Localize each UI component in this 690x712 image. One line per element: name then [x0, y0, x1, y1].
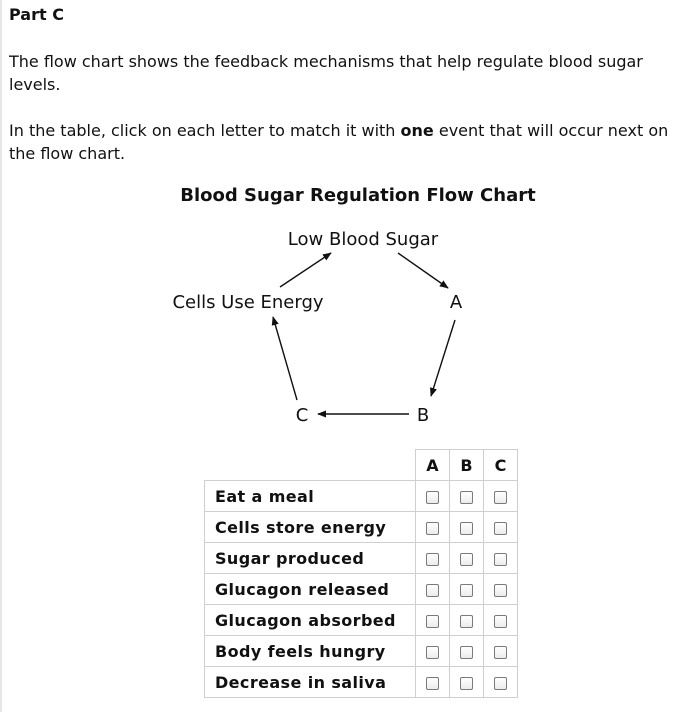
row-label: Glucagon absorbed	[205, 605, 416, 636]
checkbox-glucagon-absorbed-c[interactable]	[494, 615, 507, 628]
node-cells-use-energy: Cells Use Energy	[172, 292, 324, 313]
intro-paragraph-2	[9, 119, 685, 165]
row-label: Decrease in saliva	[205, 667, 416, 698]
node-c: C	[295, 405, 309, 426]
row-label: Sugar produced	[205, 543, 416, 574]
row-label: Glucagon released	[205, 574, 416, 605]
node-low-blood-sugar: Low Blood Sugar	[287, 229, 439, 250]
table-row	[205, 667, 518, 698]
checkbox-glucagon-absorbed-a[interactable]	[426, 615, 439, 628]
table-row	[205, 543, 518, 574]
checkbox-body-feels-hungry-b[interactable]	[460, 646, 473, 659]
checkbox-cells-store-energy-a[interactable]	[426, 522, 439, 535]
table-row	[205, 481, 518, 512]
arrow-low-to-a	[398, 253, 448, 288]
checkbox-sugar-produced-a[interactable]	[426, 553, 439, 566]
table-header-row	[205, 450, 518, 481]
checkbox-eat-a-meal-a[interactable]	[426, 491, 439, 504]
arrow-a-to-b	[431, 320, 455, 396]
table-row	[205, 574, 518, 605]
intro-paragraph-1: The flow chart shows the feedback mechanisms that help regulate blood sugar levels.	[9, 52, 643, 94]
checkbox-sugar-produced-b[interactable]	[460, 553, 473, 566]
column-header-b: B	[450, 450, 484, 481]
intro-emphasis: one	[400, 121, 434, 140]
checkbox-decrease-in-saliva-a[interactable]	[426, 677, 439, 690]
column-header-a: A	[416, 450, 450, 481]
match-table	[204, 449, 518, 698]
intro-text-end: event that will occur next on the flow chart.	[9, 121, 669, 163]
checkbox-body-feels-hungry-c[interactable]	[494, 646, 507, 659]
checkbox-eat-a-meal-b[interactable]	[460, 491, 473, 504]
checkbox-decrease-in-saliva-b[interactable]	[460, 677, 473, 690]
checkbox-cells-store-energy-b[interactable]	[460, 522, 473, 535]
intro-text-start: In the table, click on each letter to match it with	[9, 121, 401, 140]
part-title: Part C	[9, 5, 64, 24]
column-header-c: C	[484, 450, 518, 481]
node-b: B	[416, 405, 430, 426]
checkbox-glucagon-released-a[interactable]	[426, 584, 439, 597]
arrow-cells-to-low	[280, 253, 331, 287]
node-a: A	[449, 292, 463, 313]
header-blank	[205, 450, 416, 481]
checkbox-decrease-in-saliva-c[interactable]	[494, 677, 507, 690]
flowchart-title: Blood Sugar Regulation Flow Chart	[180, 185, 536, 206]
flowchart	[0, 215, 690, 430]
checkbox-glucagon-released-c[interactable]	[494, 584, 507, 597]
checkbox-eat-a-meal-c[interactable]	[494, 491, 507, 504]
arrow-c-to-cells	[273, 317, 297, 400]
row-label: Body feels hungry	[205, 636, 416, 667]
row-label: Cells store energy	[205, 512, 416, 543]
checkbox-cells-store-energy-c[interactable]	[494, 522, 507, 535]
checkbox-sugar-produced-c[interactable]	[494, 553, 507, 566]
table-row	[205, 636, 518, 667]
table-row	[205, 512, 518, 543]
table-row	[205, 605, 518, 636]
checkbox-glucagon-absorbed-b[interactable]	[460, 615, 473, 628]
row-label: Eat a meal	[205, 481, 416, 512]
checkbox-glucagon-released-b[interactable]	[460, 584, 473, 597]
checkbox-body-feels-hungry-a[interactable]	[426, 646, 439, 659]
